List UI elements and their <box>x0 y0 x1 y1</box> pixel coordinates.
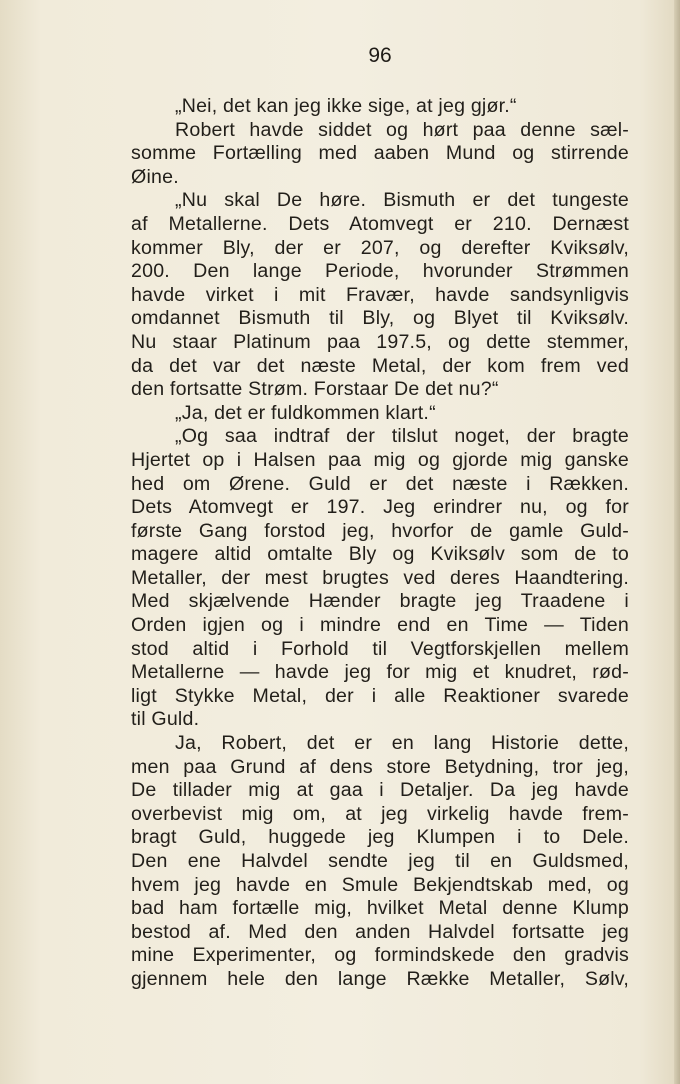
text-line: somme Fortælling med aaben Mund og stirrende <box>131 142 629 165</box>
text-line: „Og saa indtraf der tilslut noget, der bragte <box>175 425 629 448</box>
text-line: første Gang forstod jeg, hvorfor de gamle Guld- <box>131 519 629 542</box>
text-line: Øine. <box>131 165 179 188</box>
text-line: af Metallerne. Dets Atomvegt er 210. Dernæst <box>131 212 629 235</box>
text-line: magere altid omtalte Bly og Kviksølv som de to <box>131 543 629 566</box>
text-line: ligt Stykke Metal, der i alle Reaktioner svarede <box>131 684 629 707</box>
text-line: Den ene Halvdel sendte jeg til en Guldsmed, <box>131 850 629 872</box>
text-line: bragt Guld, huggede jeg Klumpen i to Dele. <box>131 826 629 849</box>
page-number: 96 <box>368 44 392 67</box>
text-line: Dets Atomvegt er 197. Jeg erindrer nu, og for <box>131 496 629 519</box>
body-text <box>131 95 629 992</box>
text-line: kommer Bly, der er 207, og derefter Kviksølv, <box>131 236 629 259</box>
text-line: overbevist mig om, at jeg virkelig havde frem- <box>131 802 629 825</box>
text-line: Metallerne — havde jeg for mig et knudret, rød- <box>131 661 629 684</box>
page-edge <box>674 0 680 1084</box>
text-line: 200. Den lange Periode, hvorunder Strømmen <box>131 260 629 283</box>
text-line: hed om Ørene. Guld er det næste i Rækken. <box>131 472 629 495</box>
text-line: bad ham fortælle mig, hvilket Metal denne Klump <box>131 897 629 920</box>
text-line: men paa Grund af dens store Betydning, tror jeg, <box>131 755 629 778</box>
text-line: Robert havde siddet og hørt paa denne sæl- <box>175 118 629 141</box>
text-line: mine Experimenter, og formindskede den gradvis <box>131 944 629 967</box>
text-line: Orden igjen og i mindre end en Time — Tiden <box>131 614 629 637</box>
text-line: den fortsatte Strøm. Forstaar De det nu?“ <box>131 378 499 401</box>
text-line: bestod af. Med den anden Halvdel fortsatte jeg <box>131 920 629 943</box>
text-line: havde virket i mit Fravær, havde sandsynligvis <box>131 283 629 306</box>
text-line: Metaller, der mest brugtes ved deres Haandtering. <box>131 566 629 589</box>
text-line: Hjertet op i Halsen paa mig og gjorde mig ganske <box>131 448 629 471</box>
text-line: da det var det næste Metal, der kom frem ved <box>131 354 629 377</box>
text-line: De tillader mig at gaa i Detaljer. Da jeg havde <box>131 779 629 802</box>
text-line: omdannet Bismuth til Bly, og Blyet til Kviksølv. <box>131 307 629 330</box>
text-line: „Ja, det er fuldkommen klart.“ <box>175 401 436 424</box>
text-line: gjennem hele den lange Række Metaller, Sølv, <box>131 967 629 990</box>
text-line: Med skjælvende Hænder bragte jeg Traadene i <box>131 590 629 613</box>
text-line: Nu staar Platinum paa 197.5, og dette stemmer, <box>131 330 629 353</box>
text-line: Ja, Robert, det er en lang Historie dette, <box>175 732 629 755</box>
text-line: „Nei, det kan jeg ikke sige, at jeg gjør.“ <box>175 95 517 117</box>
text-line: hvem jeg havde en Smule Bekjendtskab med, og <box>131 873 629 896</box>
text-line: til Guld. <box>131 708 200 731</box>
text-line: „Nu skal De høre. Bismuth er det tungeste <box>175 189 629 212</box>
text-line: stod altid i Forhold til Vegtforskjellen mellem <box>131 637 629 660</box>
